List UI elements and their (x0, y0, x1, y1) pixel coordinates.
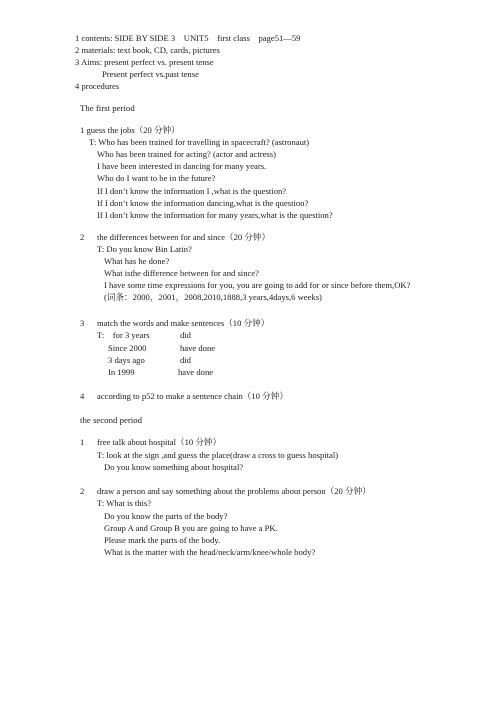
step1-line: I have been interested in dancing for many years. (97, 161, 267, 171)
p2-step2-line: What is the matter with the head/neck/arm/knee/whole body? (104, 547, 316, 557)
step2-number: 2 (80, 232, 85, 242)
step1-line: T: Who has been trained for travelling in spacecraft? (astronaut) (89, 137, 310, 147)
p2-step1-number: 1 (80, 437, 85, 447)
step1-line: If I don’t know the information for many years,what is the question? (97, 210, 333, 220)
match-right: did (180, 330, 191, 340)
match-left: T: for 3 years (97, 330, 150, 340)
match-right: have done (180, 343, 216, 353)
p2-step1-heading: free talk about hospital（10 分钟） (97, 437, 222, 447)
step2-line: I have some time expressions for you, you are going to add for or since before them,OK? (104, 280, 411, 290)
match-left: 3 days ago (108, 355, 145, 365)
step1-line: If I don’t know the information dancing,what is the question? (97, 198, 309, 208)
step2-line: T: Do you know Bin Latin? (97, 244, 192, 254)
step4-heading: according to p52 to make a sentence chain（10 分钟） (97, 391, 288, 401)
aims-line-2: Present perfect vs.past tense (102, 69, 199, 79)
match-left: In 1999 (108, 367, 135, 377)
step1-line: Who has been trained for acting? (actor and actress) (97, 149, 276, 159)
second-period-title: the second period (80, 415, 143, 425)
step2-line: What isthe difference between for and since? (104, 268, 259, 278)
step1-line: Who do I want to be in the future? (97, 173, 216, 183)
p2-step2-line: Group A and Group B you are going to have a PK. (104, 523, 278, 533)
materials-line: 2 materials: text book, CD, cards, pictures (75, 45, 220, 55)
p2-step2-line: Do you know the parts of the body? (104, 511, 228, 521)
step2-heading: the differences between for and since（20 分钟） (97, 232, 271, 242)
first-period-title: The first period (80, 103, 135, 113)
step1-line: If I don’t know the information I ,what is the question? (97, 186, 287, 196)
p2-step1-line: Do you know something about hospital? (104, 462, 244, 472)
procedures-line: 4 procedures (75, 81, 120, 91)
p2-step2-line: Please mark the parts of the body. (104, 535, 221, 545)
step3-number: 3 (80, 318, 85, 328)
match-right: did (180, 355, 191, 365)
p2-step1-line: T: look at the sign ,and guess the place(draw a cross to guess hospital) (97, 450, 339, 460)
step2-line: (词条：2000，2001，2008,2010,1888,3 years,4days,6 weeks) (104, 292, 322, 302)
step4-number: 4 (80, 391, 85, 401)
p2-step2-number: 2 (80, 486, 85, 496)
step2-line: What has he done? (104, 256, 170, 266)
step3-heading: match the words and make sentences（10 分钟） (97, 318, 270, 328)
step1-heading: 1 guess the jobs（20 分钟） (80, 125, 180, 135)
p2-step2-heading: draw a person and say something about the problems about person（20 分钟） (97, 486, 371, 496)
match-right: have done (178, 367, 214, 377)
p2-step2-line: T: What is this? (97, 498, 152, 508)
match-left: Since 2000 (108, 343, 147, 353)
aims-line: 3 Aims: present perfect vs. present tense (75, 57, 214, 67)
contents-line: 1 contents: SIDE BY SIDE 3 UNIT5 first class page51—59 (75, 33, 301, 43)
